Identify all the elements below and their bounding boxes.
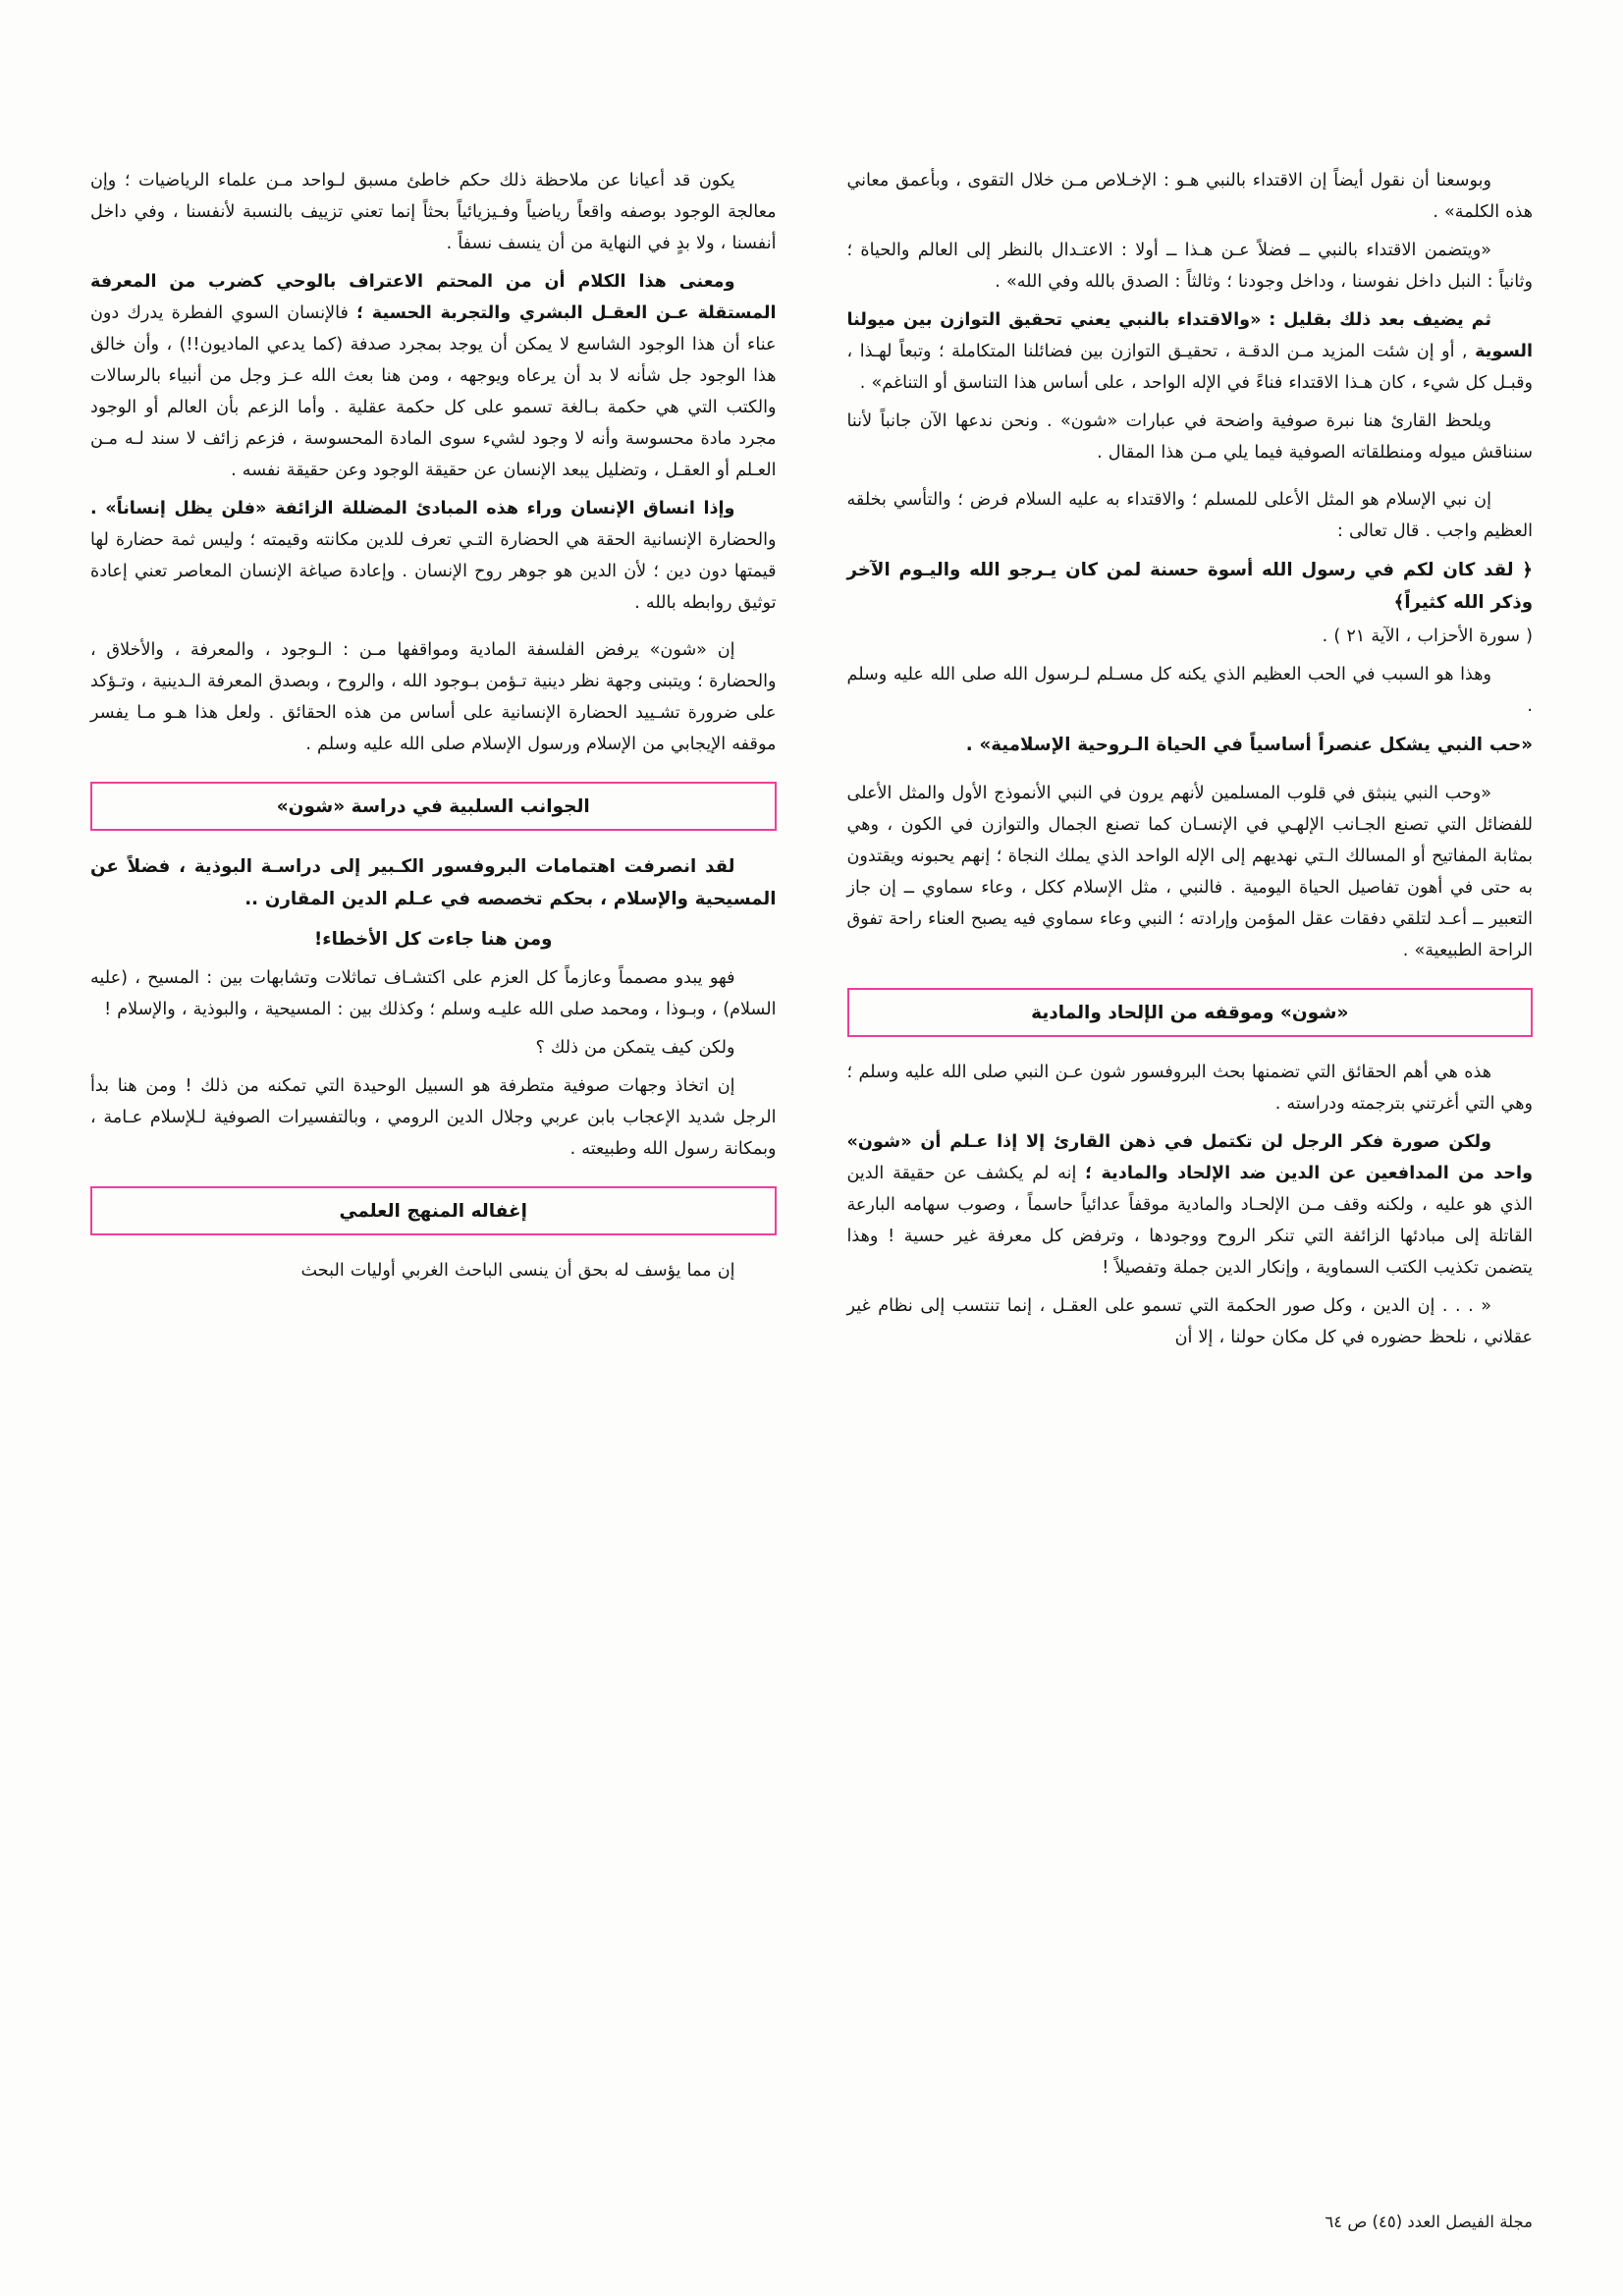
paragraph: إن نبي الإسلام هو المثل الأعلى للمسلم ؛ والاقتداء به عليه السلام فرض ؛ والتأسي بخلقه العظيم واجب . قال تعالى :	[846, 490, 1533, 542]
section-heading-label: إغفاله المنهج العلمي	[339, 1200, 527, 1222]
spacer	[90, 626, 777, 634]
paragraph: ولكن كيف يتمكن من ذلك ؟	[535, 1037, 735, 1058]
two-column-layout	[90, 165, 1533, 2178]
column-right	[847, 165, 1534, 2178]
bold-lead-text: ولكن صورة فكر الرجل لن تكتمل في ذهن القارئ إلا إذا عـلم أن «شون» واحد من المدافعين عن الدين ضد الإلحاد والمادية ؛	[846, 1131, 1534, 1183]
section-heading-shon-atheism	[847, 988, 1534, 1037]
bold-lead-text: ومعنى هذا الكلام أن من المحتم الاعتراف بالوحي كضرب من المعرفة المستقلة عـن العقـل البشري والتجربة الحسية ؛	[90, 272, 777, 324]
paragraph: إن مما يؤسف له بحق أن ينسى الباحث الغربي أوليات البحث	[300, 1260, 735, 1281]
paragraph-body: إنه لم يكشف عن حقيقة الدين الذي هو عليه ، ولكنه وقف مـن الإلحـاد والمادية موقفاً عدائياً حاسماً ، وصوب سهامه البارعة القاتلة إلى مبادئها الزائفة التي تنكر الروح ووجودها ، وترفض كل معرفة غير حسية ! وهذا يتضمن تكذيب الكتب السماوية ، وإنكار الدين جملة وتفصيلاً !	[846, 1163, 1533, 1278]
section-heading-label: «شون» وموقفه من الإلحاد والمادية	[1031, 1002, 1349, 1023]
bold-lead-text: ثم يضيف بعد ذلك بقليل : «والاقتداء بالنبي يعني تحقيق التوازن بين ميولنا السوية	[846, 310, 1533, 362]
paragraph-bold-centered: ومن هنا جاءت كل الأخطاء!	[314, 928, 553, 950]
bold-lead-text: وإذا انساق الإنسان وراء هذه المبادئ المضللة الزائفة «فلن يظل إنساناً» .	[90, 499, 735, 519]
paragraph: ويلحظ القارئ هنا نبرة صوفية واضحة في عبارات «شون» . ونحن ندعها الآن جانباً لأننا سنناقش ميوله ومنطلقاته الصوفية فيما يلي مـن هذا المقال .	[846, 411, 1533, 464]
paragraph: فهو يبدو مصمماً وعازماً كل العزم على اكتشـاف تماثلات وتشابهات بين : المسيح ، (عليه السلام) ، وبـوذا ، ومحمد صلى الله عليـه وسلم ؛ وكذلك بين : المسيحية ، والبوذية ، والإسلام !	[90, 967, 777, 1019]
column-left	[90, 165, 777, 2178]
verse-reference: ( سورة الأحزاب ، الآية ٢١ ) .	[1322, 627, 1533, 647]
paragraph-with-bold-lead	[847, 1126, 1534, 1284]
spacer	[847, 475, 1534, 484]
page-footer: مجلة الفيصل العدد (٤٥) ص ٦٤	[1325, 2213, 1533, 2231]
paragraph-bold: «حب النبي يشكل عنصراً أساسياً في الحياة الـروحية الإسلامية» .	[965, 735, 1533, 756]
paragraph: يكون قد أعيانا عن ملاحظة ذلك حكم خاطئ مسبق لـواحد مـن علماء الرياضيات ؛ وإن معالجة الوجود بوصفه واقعاً رياضياً وفـيزيائياً بحثاً إنما تعني تزييف بالنسبة لأنفسنا ، وفي داخل أنفسنا ، ولا بدٍ في النهاية من أن ينسف نسفاً .	[90, 171, 777, 254]
section-heading-scientific-method	[90, 1186, 777, 1235]
paragraph-body: فالإنسان السوي الفطرة يدرك دون عناء أن هذا الوجود الشاسع لا يمكن أن يوجد بمجرد صدفة (كما يدعي الماديون!!) ، وأن خالق هذا الوجود جل شأنه لا بد أن يرعاه ويوجهه ، ومن هنا بعث الله عـز وجل من أنبياء بالرسالات والكتب التي هي حكمة بـالغة تسمو على كل حكمة عقلية . وأما الزعم بأن العالم أو الوجود مجرد مادة محسوسة وأنه لا وجود لشيء سوى المادة المحسوسة ، فزعم زائف لا سند لـه مـن العـلم أو العقـل ، وتضليل يبعد الإنسان عن حقيقة الوجود وعن حقيقة نفسه .	[90, 303, 777, 481]
paragraph: إن «شون» يرفض الفلسفة المادية ومواقفها مـن : الـوجود ، والمعرفة ، والأخلاق ، والحضارة ؛ ويتبنى وجهة نظر دينية تـؤمن بـوجود الله ، والروح ، وبصدق المعرفة الـدينية ، وتـؤكد على ضرورة تشـييد الحضارة الإنسانية على أساس من هذه الحقائق . ولعل هذا هـو مـا يفسر موقفه الإيجابي من الإسلام ورسول الإسلام صلى الله عليه وسلم .	[90, 640, 777, 755]
paragraph: هذه هي أهم الحقائق التي تضمنها بحث البروفسور شون عـن النبي صلى الله عليه وسلم ؛ وهي التي أغرتني بترجمته ودراسته .	[846, 1062, 1533, 1114]
paragraph-bold: لقد انصرفت اهتمامات البروفسور الكـبير إلى دراسـة البوذية ، فضلاً عن المسيحية والإسلام ، بحكم تخصصه في عـلم الدين المقارن ..	[90, 856, 777, 910]
quran-verse: ﴿ لقد كان لكم في رسول الله أسوة حسنة لمن كان يـرجو الله واليـوم الآخر وذكر الله كثيراً﴾	[846, 560, 1533, 614]
paragraph: « . . . إن الدين ، وكل صور الحكمة التي تسمو على العقـل ، إنما تنتسب إلى نظام غير عقلاني ، نلحظ حضوره في كل مكان حولنا ، إلا أن	[846, 1295, 1533, 1347]
paragraph: وبوسعنا أن نقول أيضاً إن الاقتداء بالنبي هـو : الإخـلاص مـن خلال التقوى ، وبأعمق معاني هذه الكلمة» .	[846, 171, 1533, 223]
section-heading-negative-aspects	[90, 782, 777, 831]
paragraph-with-bold-lead	[90, 266, 777, 486]
paragraph-with-bold-lead	[90, 1070, 777, 1165]
paragraph-with-bold-lead	[847, 304, 1534, 399]
paragraph-with-bold-lead	[90, 493, 777, 619]
paragraph-body: إن اتخاذ وجهات صوفية متطرفة هو السبيل الوحيدة التي تمكنه من ذلك ! ومن هنا بدأ الرجل شديد الإعجاب بابن عربي وجلال الدين الرومي ، وبالتفسيرات الصوفية لـلإسلام عـامة ، وبمكانة رسول الله وطبيعته .	[90, 1075, 777, 1159]
section-heading-label: الجوانب السلبية في دراسة «شون»	[276, 796, 590, 818]
paragraph-body: , أو إن شئت المزيد مـن الدقـة ، تحقيـق التوازن بين فضائلنا المتكاملة ؛ وتبعاً لهـذا ، وقبـل كل شيء ، كان هـذا الاقتداء فناءً في الإله الواحد ، على أساس هذا التناسق أو التناغم» .	[846, 342, 1533, 394]
paragraph: «وحب النبي ينبثق في قلوب المسلمين لأنهم يرون في النبي الأنموذج الأول والمثل الأعلى للفضائل التي تصنع الجـانب الإلهـي في الإنسـان كما تصنع الجمال والتوازن في الكون ، وهي بمثابة المفاتيح أو المسالك الـتي نهديهم إلى الإله الواحد الذي يملك النجاة ؛ إنهم يحبونه ويقتدون به حتى في أهون تفاصيل الحياة اليومية . فالنبي ، مثل الإسلام ككل ، وعاء سماوي ــ إن جاز التعبير ــ أعـد لتلقي دفقات عقل المؤمن وإرادته ؛ النبي وعاء سماوي فيه يصبح العناء راحة تفوق الراحة الطبيعية» .	[846, 783, 1533, 960]
paragraph: «ويتضمن الاقتداء بالنبي ــ فضلاً عـن هـذا ــ أولا : الاعتـدال بالنظر إلى العالم والحياة ؛ وثانياً : النبل داخل نفوسنا ، وداخل وجودنا ؛ وثالثاً : الصدق بالله وفي الله» .	[846, 241, 1533, 293]
paragraph-body: والحضارة الإنسانية الحقة هي الحضارة التـي تعرف للدين مكانته وقيمته ؛ وليس ثمة حضارة لها قيمتها دون دين ؛ لأن الدين هو جوهر روح الإنسان . وإعادة صياغة الإنسان المعاصر تعني إعادة توثيق روابطه بالله .	[90, 530, 777, 614]
spacer	[847, 769, 1534, 778]
paragraph: وهذا هو السبب في الحب العظيم الذي يكنه كل مسـلم لـرسول الله صلى الله عليه وسلم .	[846, 665, 1533, 717]
